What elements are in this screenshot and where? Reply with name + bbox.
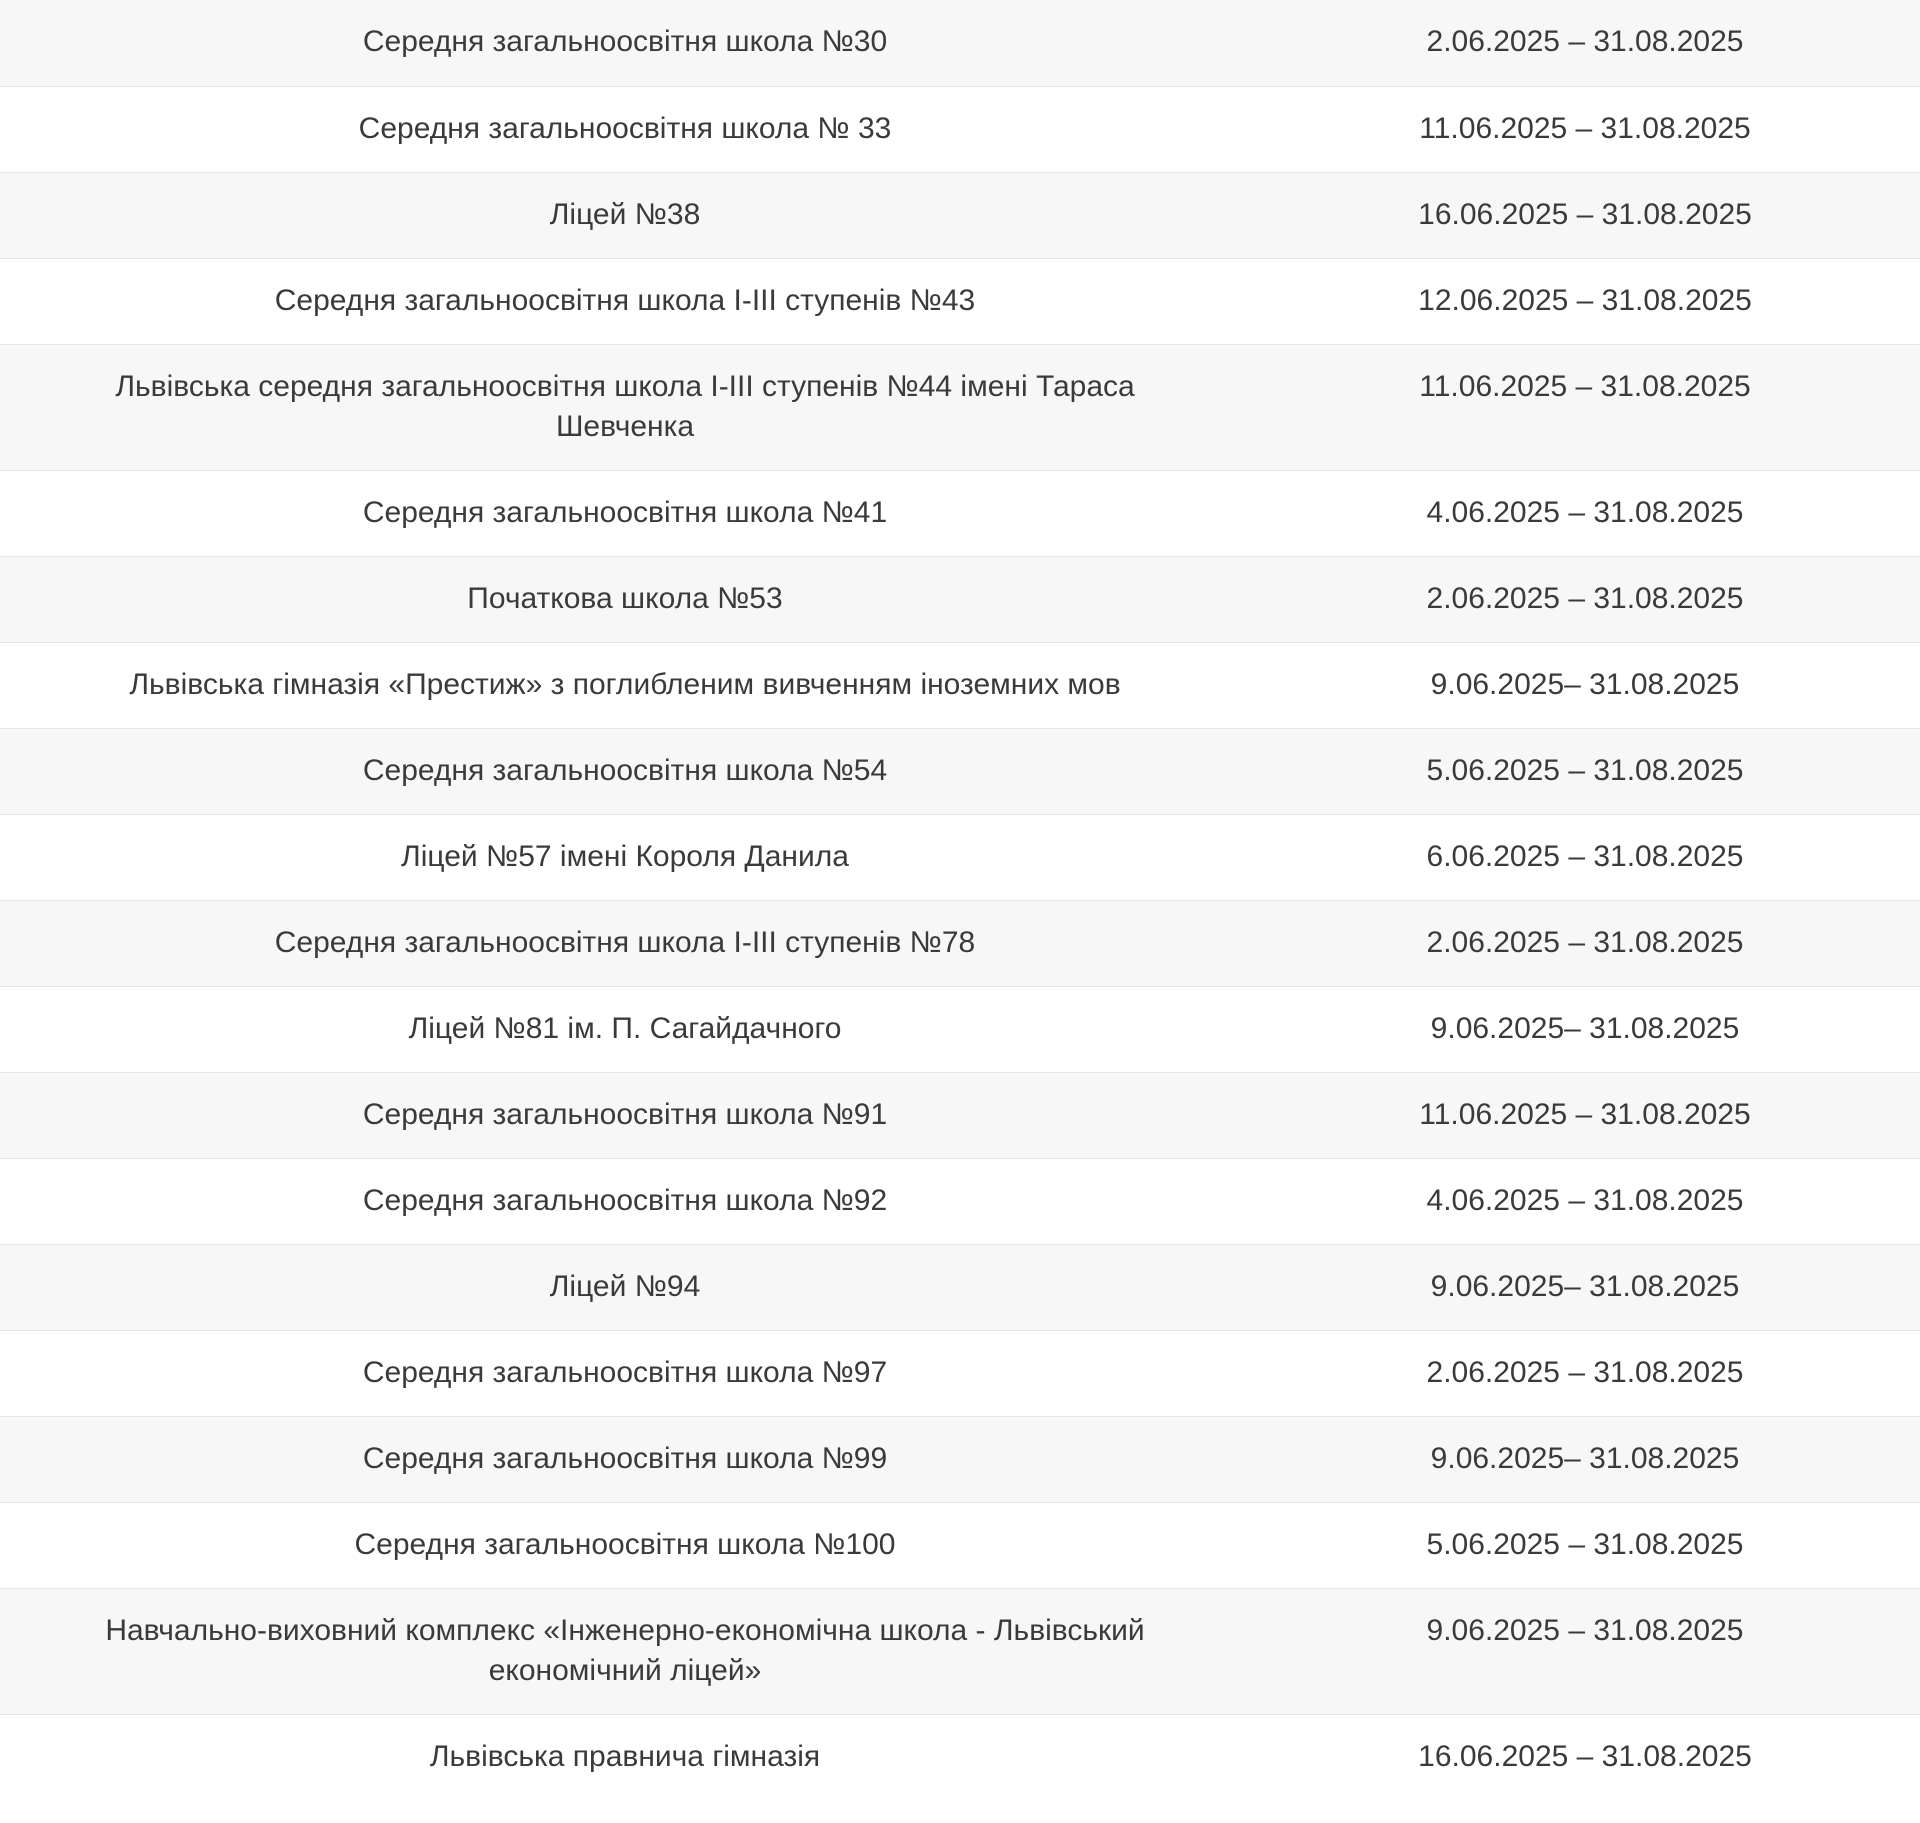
school-name-cell: Середня загальноосвітня школа №30 — [362, 25, 888, 58]
table-row — [0, 0, 1920, 86]
table-row — [0, 1330, 1920, 1416]
table-row — [0, 258, 1920, 344]
table-row — [0, 1416, 1920, 1502]
period-cell: 11.06.2025 – 31.08.2025 — [1419, 1097, 1751, 1131]
table-row — [0, 814, 1920, 900]
table-row — [0, 728, 1920, 814]
table-row — [0, 1158, 1920, 1244]
table-row — [0, 172, 1920, 258]
period-cell: 9.06.2025– 31.08.2025 — [1430, 667, 1740, 701]
period-cell: 2.06.2025 – 31.08.2025 — [1426, 925, 1744, 959]
school-name-cell: Ліцей №94 — [549, 1269, 701, 1303]
school-name-cell: Львівська правнича гімназія — [429, 1739, 821, 1773]
period-cell: 9.06.2025– 31.08.2025 — [1430, 1011, 1740, 1045]
table-row — [0, 642, 1920, 728]
school-name-cell: Середня загальноосвітня школа №41 — [362, 495, 888, 529]
table-row — [0, 470, 1920, 556]
period-cell: 4.06.2025 – 31.08.2025 — [1426, 1183, 1744, 1217]
table-row — [0, 344, 1920, 470]
table-row — [0, 986, 1920, 1072]
school-name-cell: Ліцей №38 — [549, 197, 701, 231]
school-name-cell: Середня загальноосвітня школа №54 — [362, 753, 888, 787]
period-cell: 11.06.2025 – 31.08.2025 — [1419, 111, 1751, 145]
period-cell: 6.06.2025 – 31.08.2025 — [1426, 839, 1744, 873]
school-name-cell: Середня загальноосвітня школа №99 — [362, 1441, 888, 1475]
table-row — [0, 1502, 1920, 1588]
period-cell: 12.06.2025 – 31.08.2025 — [1418, 283, 1752, 317]
school-name-cell: Середня загальноосвітня школа №92 — [362, 1183, 888, 1217]
period-cell: 11.06.2025 – 31.08.2025 — [1419, 369, 1751, 403]
school-name-cell: Львівська гімназія «Престиж» з поглибленим вивченням іноземних мов — [129, 667, 1121, 701]
period-cell: 16.06.2025 – 31.08.2025 — [1418, 197, 1752, 231]
school-name-cell: Середня загальноосвітня школа І-ІІІ ступенів №78 — [274, 925, 976, 959]
period-cell: 9.06.2025– 31.08.2025 — [1430, 1269, 1740, 1303]
school-name-cell: Середня загальноосвітня школа № 33 — [358, 111, 892, 145]
school-name-cell: Ліцей №81 ім. П. Сагайдачного — [408, 1011, 842, 1045]
period-cell: 16.06.2025 – 31.08.2025 — [1418, 1739, 1752, 1773]
school-name-cell: Середня загальноосвітня школа №91 — [362, 1097, 888, 1131]
period-cell: 9.06.2025– 31.08.2025 — [1430, 1441, 1740, 1475]
period-cell: 5.06.2025 – 31.08.2025 — [1426, 1527, 1744, 1561]
table-row — [0, 86, 1920, 172]
table-row — [0, 900, 1920, 986]
period-cell: 2.06.2025 – 31.08.2025 — [1426, 1355, 1744, 1389]
table-row — [0, 556, 1920, 642]
school-name-cell: Середня загальноосвітня школа №97 — [362, 1355, 888, 1389]
school-name-cell: Початкова школа №53 — [467, 581, 783, 615]
period-cell: 4.06.2025 – 31.08.2025 — [1426, 495, 1744, 529]
period-cell: 5.06.2025 – 31.08.2025 — [1426, 753, 1744, 787]
school-name-cell: Ліцей №57 імені Короля Данила — [401, 839, 849, 873]
period-cell: 2.06.2025 – 31.08.2025 — [1426, 25, 1744, 58]
period-cell: 9.06.2025 – 31.08.2025 — [1426, 1613, 1744, 1647]
school-name-cell: Середня загальноосвітня школа №100 — [354, 1527, 896, 1561]
table-row — [0, 1588, 1920, 1714]
school-name-cell: Навчально-виховний комплекс «Інженерно-економічна школа - Львівський економічний ліцей» — [105, 1613, 1145, 1687]
table-row — [0, 1244, 1920, 1330]
school-name-cell: Середня загальноосвітня школа І-ІІІ ступенів №43 — [274, 283, 976, 317]
table-row — [0, 1714, 1920, 1800]
period-cell: 2.06.2025 – 31.08.2025 — [1426, 581, 1744, 615]
table-row — [0, 1072, 1920, 1158]
school-name-cell: Львівська середня загальноосвітня школа І-ІІІ ступенів №44 імені Тараса Шевченка — [115, 369, 1135, 443]
